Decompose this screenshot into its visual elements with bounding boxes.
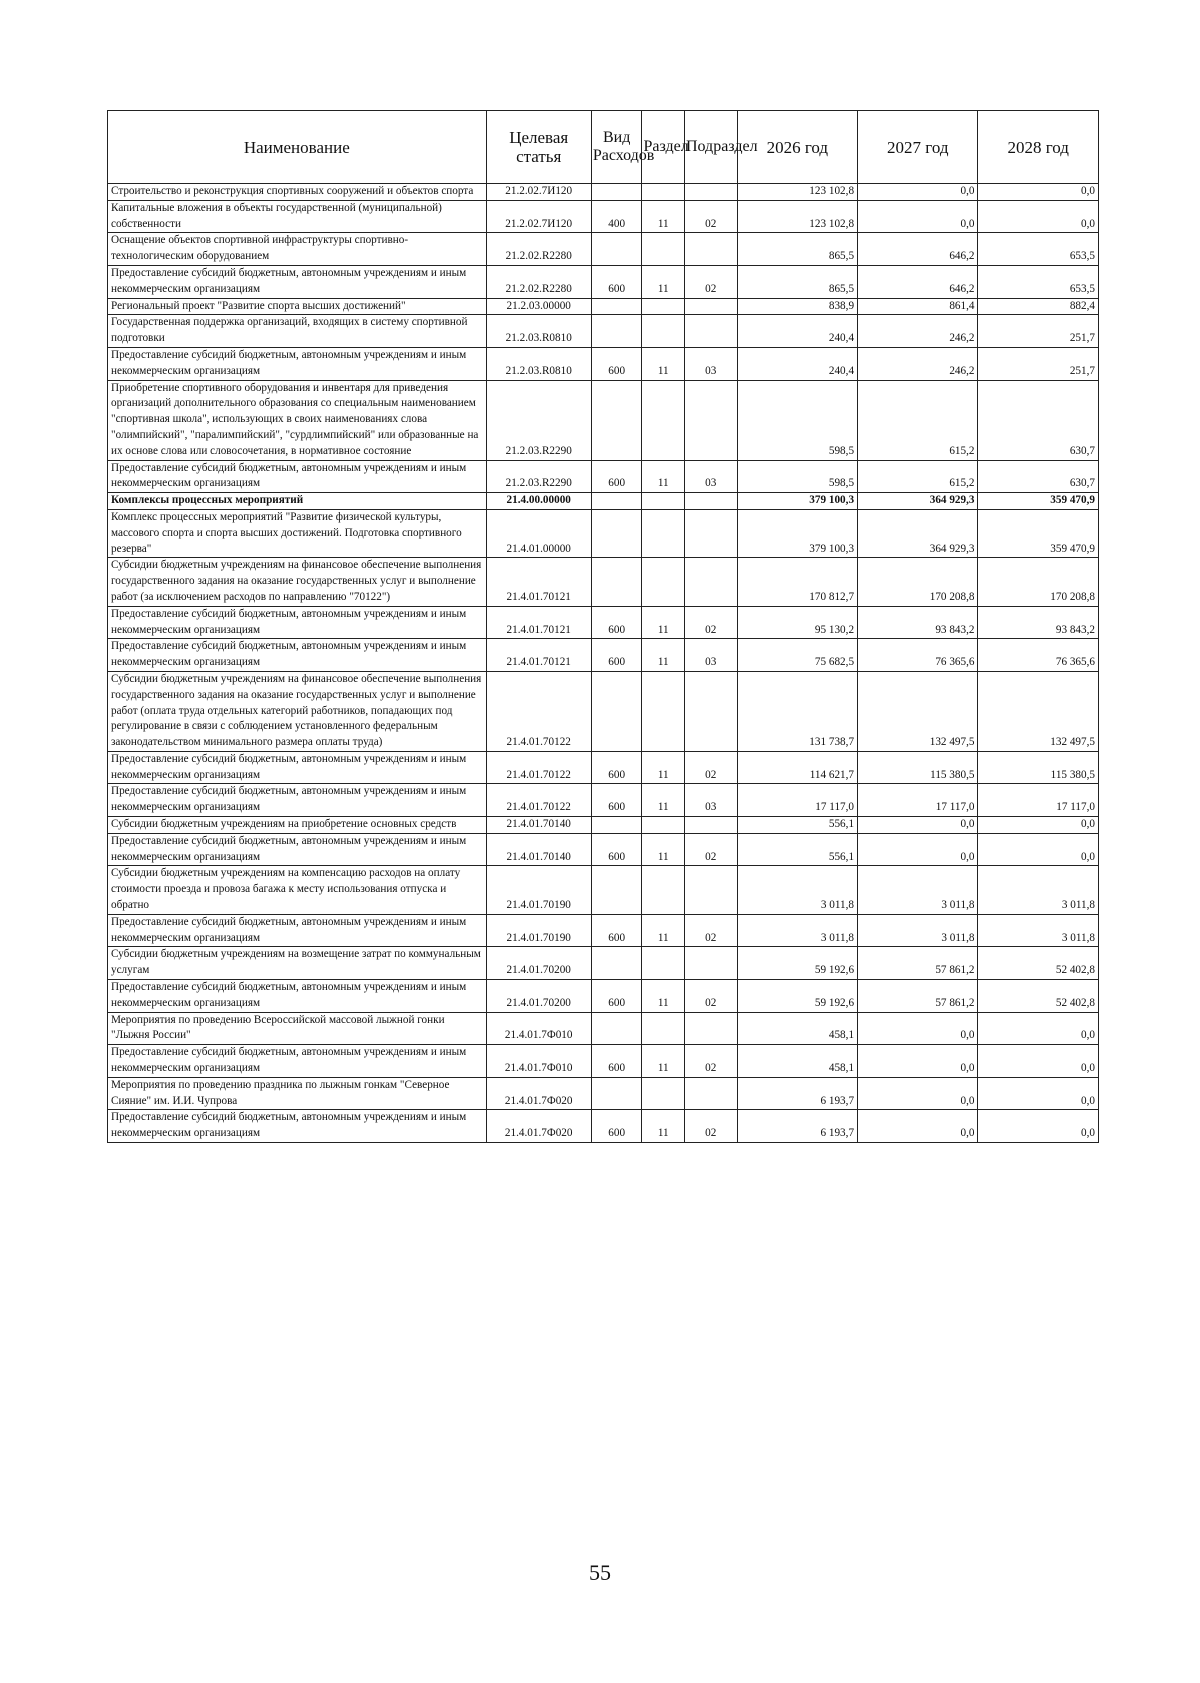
row-expense-type [591,1077,642,1110]
row-expense-type: 600 [591,980,642,1013]
row-value-2027: 0,0 [858,1077,978,1110]
row-section [642,671,685,751]
row-value-2026: 3 011,8 [737,866,857,914]
table-row [108,233,1099,266]
row-value-2027: 115 380,5 [858,751,978,784]
row-value-2028: 115 380,5 [978,751,1099,784]
row-value-2026: 59 192,6 [737,980,857,1013]
table-row [108,1045,1099,1078]
table-row [108,639,1099,672]
row-subsection [684,509,737,557]
row-value-2026: 17 117,0 [737,784,857,817]
row-name: Комплекс процессных мероприятий "Развитие физической культуры, массового спорта и спорта высших достижений. Подготовка спортивного резерва" [108,509,487,557]
row-value-2027: 646,2 [858,233,978,266]
row-value-2028: 0,0 [978,833,1099,866]
row-expense-type [591,493,642,510]
row-value-2027: 861,4 [858,298,978,315]
table-row [108,315,1099,348]
table-row [108,493,1099,510]
row-name: Предоставление субсидий бюджетным, автономным учреждениям и иным некоммерческим организациям [108,914,487,947]
row-value-2027: 0,0 [858,1110,978,1143]
row-value-2028: 0,0 [978,817,1099,834]
row-value-2026: 123 102,8 [737,184,857,201]
row-value-2026: 379 100,3 [737,493,857,510]
row-value-2027: 17 117,0 [858,784,978,817]
row-name: Комплексы процессных мероприятий [108,493,487,510]
row-name: Капитальные вложения в объекты государственной (муниципальной) собственности [108,200,487,233]
row-value-2027: 57 861,2 [858,947,978,980]
row-section [642,315,685,348]
row-value-2026: 556,1 [737,817,857,834]
row-expense-type [591,558,642,606]
row-value-2027: 0,0 [858,1045,978,1078]
row-name: Субсидии бюджетным учреждениям на приобретение основных средств [108,817,487,834]
row-subsection: 02 [684,833,737,866]
row-subsection [684,1077,737,1110]
row-value-2026: 598,5 [737,460,857,493]
row-article: 21.2.02.R2280 [486,265,591,298]
row-expense-type: 600 [591,1045,642,1078]
row-subsection: 02 [684,1110,737,1143]
row-name: Мероприятия по проведению праздника по лыжным гонкам "Северное Сияние" им. И.И. Чупрова [108,1077,487,1110]
row-value-2027: 57 861,2 [858,980,978,1013]
row-value-2027: 246,2 [858,315,978,348]
row-value-2028: 653,5 [978,265,1099,298]
row-value-2028: 0,0 [978,1110,1099,1143]
row-expense-type: 600 [591,639,642,672]
row-subsection: 03 [684,639,737,672]
row-expense-type [591,315,642,348]
row-value-2028: 359 470,9 [978,509,1099,557]
row-value-2028: 630,7 [978,380,1099,460]
row-value-2026: 6 193,7 [737,1110,857,1143]
row-article: 21.2.03.R2290 [486,380,591,460]
row-name: Приобретение спортивного оборудования и инвентаря для приведения организаций дополнительного образования со специальным наименованием "спортивная школа", использующих в своих наименованиях слова "олимпийский", "паралимпийский", "сурдлимпийский" или образованные на их основе слова или словосочетания, в нормативное состояние [108,380,487,460]
row-value-2028: 17 117,0 [978,784,1099,817]
row-value-2028: 882,4 [978,298,1099,315]
table-row [108,784,1099,817]
row-expense-type [591,184,642,201]
row-value-2027: 0,0 [858,200,978,233]
row-expense-type [591,509,642,557]
table-row [108,817,1099,834]
row-expense-type [591,380,642,460]
row-name: Предоставление субсидий бюджетным, автономным учреждениям и иным некоммерческим организациям [108,347,487,380]
row-value-2027: 0,0 [858,184,978,201]
table-row [108,1012,1099,1045]
row-section [642,380,685,460]
row-value-2027: 76 365,6 [858,639,978,672]
row-name: Предоставление субсидий бюджетным, автономным учреждениям и иным некоммерческим организациям [108,460,487,493]
row-name: Предоставление субсидий бюджетным, автономным учреждениям и иным некоммерческим организациям [108,265,487,298]
row-value-2028: 3 011,8 [978,914,1099,947]
table-row [108,200,1099,233]
table-row [108,606,1099,639]
row-subsection: 03 [684,784,737,817]
row-subsection [684,233,737,266]
row-value-2026: 131 738,7 [737,671,857,751]
row-value-2028: 0,0 [978,1045,1099,1078]
row-article: 21.4.01.70122 [486,784,591,817]
header-section: Раздел [642,111,685,184]
row-section: 11 [642,265,685,298]
row-value-2028: 170 208,8 [978,558,1099,606]
row-name: Строительство и реконструкция спортивных сооружений и объектов спорта [108,184,487,201]
row-subsection [684,315,737,348]
row-name: Предоставление субсидий бюджетным, автономным учреждениям и иным некоммерческим организациям [108,833,487,866]
row-section: 11 [642,347,685,380]
header-2028: 2028 год [978,111,1099,184]
row-section [642,947,685,980]
row-value-2027: 93 843,2 [858,606,978,639]
row-name: Предоставление субсидий бюджетным, автономным учреждениям и иным некоммерческим организациям [108,784,487,817]
row-expense-type: 600 [591,265,642,298]
row-value-2026: 458,1 [737,1012,857,1045]
row-section: 11 [642,1110,685,1143]
row-section [642,866,685,914]
row-article: 21.4.01.70122 [486,751,591,784]
table-row [108,833,1099,866]
row-article: 21.4.01.70190 [486,866,591,914]
row-value-2026: 865,5 [737,233,857,266]
row-article: 21.4.01.70121 [486,639,591,672]
row-subsection [684,380,737,460]
table-row [108,509,1099,557]
row-name: Предоставление субсидий бюджетным, автономным учреждениям и иным некоммерческим организациям [108,1110,487,1143]
row-article: 21.4.01.70140 [486,833,591,866]
row-value-2028: 132 497,5 [978,671,1099,751]
row-name: Оснащение объектов спортивной инфраструктуры спортивно-технологическим оборудованием [108,233,487,266]
row-subsection [684,671,737,751]
row-name: Региональный проект "Развитие спорта высших достижений" [108,298,487,315]
row-expense-type: 600 [591,1110,642,1143]
row-value-2027: 615,2 [858,380,978,460]
row-article: 21.4.00.00000 [486,493,591,510]
row-article: 21.2.02.7И120 [486,200,591,233]
row-expense-type: 600 [591,606,642,639]
table-row [108,265,1099,298]
row-value-2026: 6 193,7 [737,1077,857,1110]
row-value-2026: 458,1 [737,1045,857,1078]
row-article: 21.4.01.00000 [486,509,591,557]
table-row [108,751,1099,784]
row-article: 21.2.02.R2280 [486,233,591,266]
row-expense-type: 600 [591,460,642,493]
table-row [108,184,1099,201]
row-section: 11 [642,784,685,817]
row-value-2026: 865,5 [737,265,857,298]
row-section: 11 [642,639,685,672]
row-section [642,817,685,834]
row-value-2027: 3 011,8 [858,914,978,947]
row-subsection: 02 [684,914,737,947]
row-value-2027: 0,0 [858,1012,978,1045]
row-section: 11 [642,833,685,866]
row-article: 21.4.01.70200 [486,980,591,1013]
row-article: 21.2.03.R2290 [486,460,591,493]
row-value-2028: 0,0 [978,1012,1099,1045]
row-article: 21.4.01.7Ф020 [486,1110,591,1143]
row-value-2026: 240,4 [737,347,857,380]
row-value-2028: 630,7 [978,460,1099,493]
row-name: Предоставление субсидий бюджетным, автономным учреждениям и иным некоммерческим организациям [108,1045,487,1078]
row-value-2026: 123 102,8 [737,200,857,233]
row-value-2027: 0,0 [858,833,978,866]
header-2027: 2027 год [858,111,978,184]
table-row [108,380,1099,460]
row-article: 21.4.01.70190 [486,914,591,947]
row-name: Предоставление субсидий бюджетным, автономным учреждениям и иным некоммерческим организациям [108,751,487,784]
row-subsection [684,493,737,510]
row-section [642,493,685,510]
row-value-2028: 52 402,8 [978,980,1099,1013]
row-article: 21.2.02.7И120 [486,184,591,201]
row-expense-type: 600 [591,347,642,380]
row-section: 11 [642,751,685,784]
row-section: 11 [642,1045,685,1078]
row-value-2026: 114 621,7 [737,751,857,784]
row-expense-type [591,298,642,315]
row-subsection: 02 [684,1045,737,1078]
row-value-2027: 132 497,5 [858,671,978,751]
row-value-2026: 240,4 [737,315,857,348]
row-subsection: 02 [684,751,737,784]
table-row [108,914,1099,947]
row-expense-type: 600 [591,784,642,817]
row-name: Мероприятия по проведению Всероссийской массовой лыжной гонки "Лыжня России" [108,1012,487,1045]
table-row [108,1110,1099,1143]
row-article: 21.4.01.7Ф010 [486,1012,591,1045]
row-expense-type [591,233,642,266]
row-section: 11 [642,980,685,1013]
row-expense-type [591,671,642,751]
row-name: Субсидии бюджетным учреждениям на возмещение затрат по коммунальным услугам [108,947,487,980]
row-value-2027: 170 208,8 [858,558,978,606]
row-name: Предоставление субсидий бюджетным, автономным учреждениям и иным некоммерческим организациям [108,980,487,1013]
row-value-2027: 3 011,8 [858,866,978,914]
row-name: Предоставление субсидий бюджетным, автономным учреждениям и иным некоммерческим организациям [108,639,487,672]
row-value-2028: 0,0 [978,184,1099,201]
row-value-2026: 75 682,5 [737,639,857,672]
row-value-2027: 246,2 [858,347,978,380]
row-article: 21.4.01.70140 [486,817,591,834]
table-row [108,460,1099,493]
row-value-2026: 838,9 [737,298,857,315]
row-name: Субсидии бюджетным учреждениям на финансовое обеспечение выполнения государственного задания на оказание государственных услуг и выполнение работ (за исключением расходов по направлению "70122") [108,558,487,606]
row-article: 21.4.01.7Ф020 [486,1077,591,1110]
row-subsection [684,558,737,606]
row-expense-type [591,866,642,914]
header-article: Целевая статья [486,111,591,184]
row-section [642,1077,685,1110]
row-name: Субсидии бюджетным учреждениям на компенсацию расходов на оплату стоимости проезда и провоза багажа к месту использования отпуска и обратно [108,866,487,914]
row-value-2026: 95 130,2 [737,606,857,639]
row-value-2028: 653,5 [978,233,1099,266]
row-subsection: 02 [684,265,737,298]
row-expense-type: 600 [591,914,642,947]
header-name: Наименование [108,111,487,184]
row-value-2028: 76 365,6 [978,639,1099,672]
row-subsection: 02 [684,606,737,639]
row-name: Предоставление субсидий бюджетным, автономным учреждениям и иным некоммерческим организациям [108,606,487,639]
row-subsection [684,1012,737,1045]
row-expense-type: 600 [591,751,642,784]
table-row [108,347,1099,380]
header-expense-type: Вид Расходов [591,111,642,184]
table-row [108,298,1099,315]
table-row [108,558,1099,606]
row-value-2026: 556,1 [737,833,857,866]
row-value-2026: 170 812,7 [737,558,857,606]
row-value-2028: 251,7 [978,347,1099,380]
row-value-2028: 3 011,8 [978,866,1099,914]
row-value-2027: 0,0 [858,817,978,834]
row-subsection: 02 [684,200,737,233]
page-number: 55 [589,1560,611,1585]
row-value-2028: 0,0 [978,1077,1099,1110]
table-row [108,671,1099,751]
header-subsection: Подраздел [684,111,737,184]
row-article: 21.4.01.70200 [486,947,591,980]
row-name: Субсидии бюджетным учреждениям на финансовое обеспечение выполнения государственного задания на оказание государственных услуг и выполнение работ (оплата труда отдельных категорий работников, попадающих под регулирование в связи с соблюдением установленного федеральным законодательством минимального размера оплаты труда) [108,671,487,751]
row-section: 11 [642,460,685,493]
table-row [108,1077,1099,1110]
row-subsection: 03 [684,347,737,380]
row-value-2028: 359 470,9 [978,493,1099,510]
row-expense-type [591,817,642,834]
row-section [642,1012,685,1045]
table-row [108,866,1099,914]
row-value-2027: 646,2 [858,265,978,298]
row-subsection [684,298,737,315]
budget-table [107,110,1099,1143]
row-value-2026: 59 192,6 [737,947,857,980]
row-expense-type [591,1012,642,1045]
row-subsection: 02 [684,980,737,1013]
row-value-2028: 0,0 [978,200,1099,233]
row-subsection [684,817,737,834]
row-section: 11 [642,914,685,947]
row-section: 11 [642,606,685,639]
row-subsection [684,947,737,980]
row-value-2028: 251,7 [978,315,1099,348]
table-body [108,184,1099,1143]
row-expense-type [591,947,642,980]
row-article: 21.2.03.R0810 [486,347,591,380]
row-section [642,184,685,201]
header-2026: 2026 год [737,111,857,184]
row-section [642,509,685,557]
row-section: 11 [642,200,685,233]
row-value-2026: 598,5 [737,380,857,460]
row-value-2027: 615,2 [858,460,978,493]
row-article: 21.4.01.70121 [486,606,591,639]
row-article: 21.4.01.7Ф010 [486,1045,591,1078]
table-row [108,947,1099,980]
row-subsection [684,866,737,914]
row-section [642,298,685,315]
row-value-2028: 93 843,2 [978,606,1099,639]
table-row [108,980,1099,1013]
table-header-row [108,111,1099,184]
row-article: 21.2.03.00000 [486,298,591,315]
row-name: Государственная поддержка организаций, входящих в систему спортивной подготовки [108,315,487,348]
row-value-2028: 52 402,8 [978,947,1099,980]
row-expense-type: 600 [591,833,642,866]
row-value-2026: 3 011,8 [737,914,857,947]
row-value-2027: 364 929,3 [858,509,978,557]
row-value-2027: 364 929,3 [858,493,978,510]
row-value-2026: 379 100,3 [737,509,857,557]
row-subsection: 03 [684,460,737,493]
row-article: 21.4.01.70121 [486,558,591,606]
row-article: 21.4.01.70122 [486,671,591,751]
row-section [642,233,685,266]
row-expense-type: 400 [591,200,642,233]
row-article: 21.2.03.R0810 [486,315,591,348]
row-subsection [684,184,737,201]
row-section [642,558,685,606]
